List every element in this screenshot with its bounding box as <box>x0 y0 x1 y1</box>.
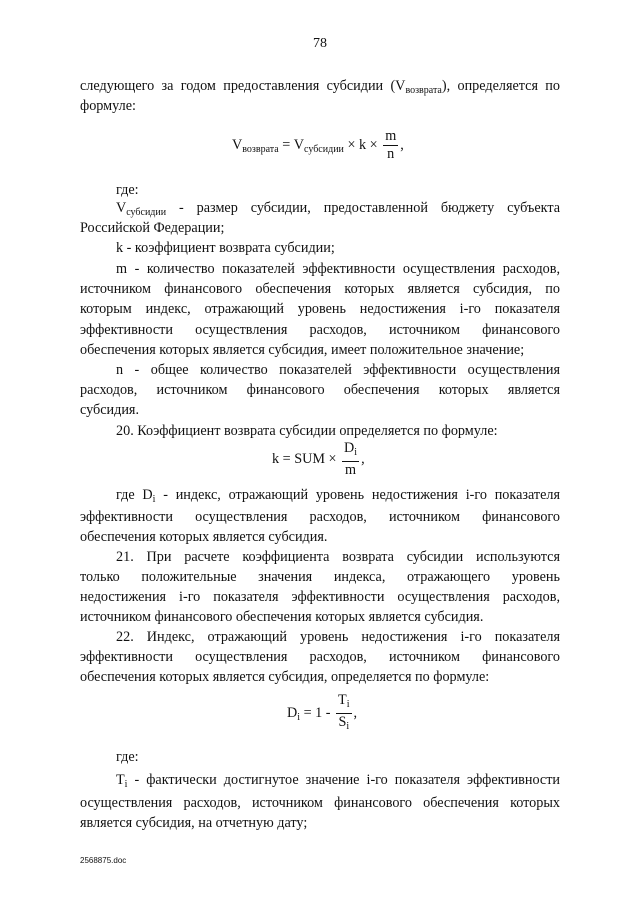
file-name-footer: 2568875.doc <box>80 856 127 865</box>
text-line: Российской Федерации; <box>80 220 225 236</box>
text-line: 20. Коэффициент возврата субсидии определяется по формуле: <box>116 423 498 439</box>
text-line: k - коэффициент возврата субсидии; <box>116 240 335 256</box>
formula-v-return: $V_{возврата} = V_{субсидии} \times k$ × $\frac{m}{n}$ , <box>232 128 404 162</box>
text-line: является субсидия, на отчетную дату; <box>80 815 308 831</box>
text-line: эффективности осуществления расходов, источником финансового <box>80 509 560 525</box>
text-line: расходов, источником финансового обеспечения которых является <box>80 382 560 398</box>
text-line: m - количество показателей эффективности осуществления расходов, <box>116 261 560 277</box>
text-line: где: <box>116 749 139 765</box>
text-line: эффективности осуществления расходов, источником финансового <box>80 649 560 665</box>
text-line: субсидия. <box>80 402 140 418</box>
text-line: обеспечения которых является субсидия, имеет положительное значение; <box>80 342 525 358</box>
text-line: следующего за годом предоставления субсидии $(V_{возврата})$, определяется по <box>80 78 560 96</box>
text-line: где $D_i$ - индекс, отражающий уровень недостижения i-го показателя <box>116 487 561 505</box>
text-line: которым индекс, отражающий уровень недостижения i-го показателя <box>80 301 560 317</box>
text-line: только положительные значения индекса, отражающего уровень <box>80 569 560 585</box>
page-number: 78 <box>313 36 327 51</box>
text-line: 22. Индекс, отражающий уровень недостижения i-го показателя <box>116 629 560 645</box>
text-line: эффективности осуществления расходов, источником финансового <box>80 322 560 338</box>
text-line: осуществления расходов, источником финансового обеспечения которых <box>80 795 560 811</box>
text-line: $T_i$ - фактически достигнутое значение i-го показателя эффективности <box>116 772 560 790</box>
text-line: источником финансового обеспечения которых является субсидия. <box>80 609 484 625</box>
text-line: обеспечения которых является субсидия. <box>80 529 328 545</box>
text-line: формуле: <box>80 98 136 114</box>
text-line: источником финансового обеспечения которых является субсидия, по <box>80 281 560 297</box>
text-line: $V_{субсидии}$ - размер субсидии, предоставленной бюджету субъекта <box>116 200 560 218</box>
formula-d: $D_i = 1$ - $\frac{T_i}{S_i}$ , <box>287 692 358 732</box>
text-line: обеспечения которых является субсидия, определяется по формуле: <box>80 669 490 685</box>
text-line: где: <box>116 182 139 198</box>
text-line: 21. При расчете коэффициента возврата субсидии используются <box>116 549 560 565</box>
text-line: n - общее количество показателей эффективности осуществления <box>116 362 560 378</box>
formula-k: k = SUM × $\frac{D_i}{m}$ , <box>272 440 365 478</box>
text-line: недостижения i-го показателя эффективности осуществления расходов, <box>80 589 560 605</box>
